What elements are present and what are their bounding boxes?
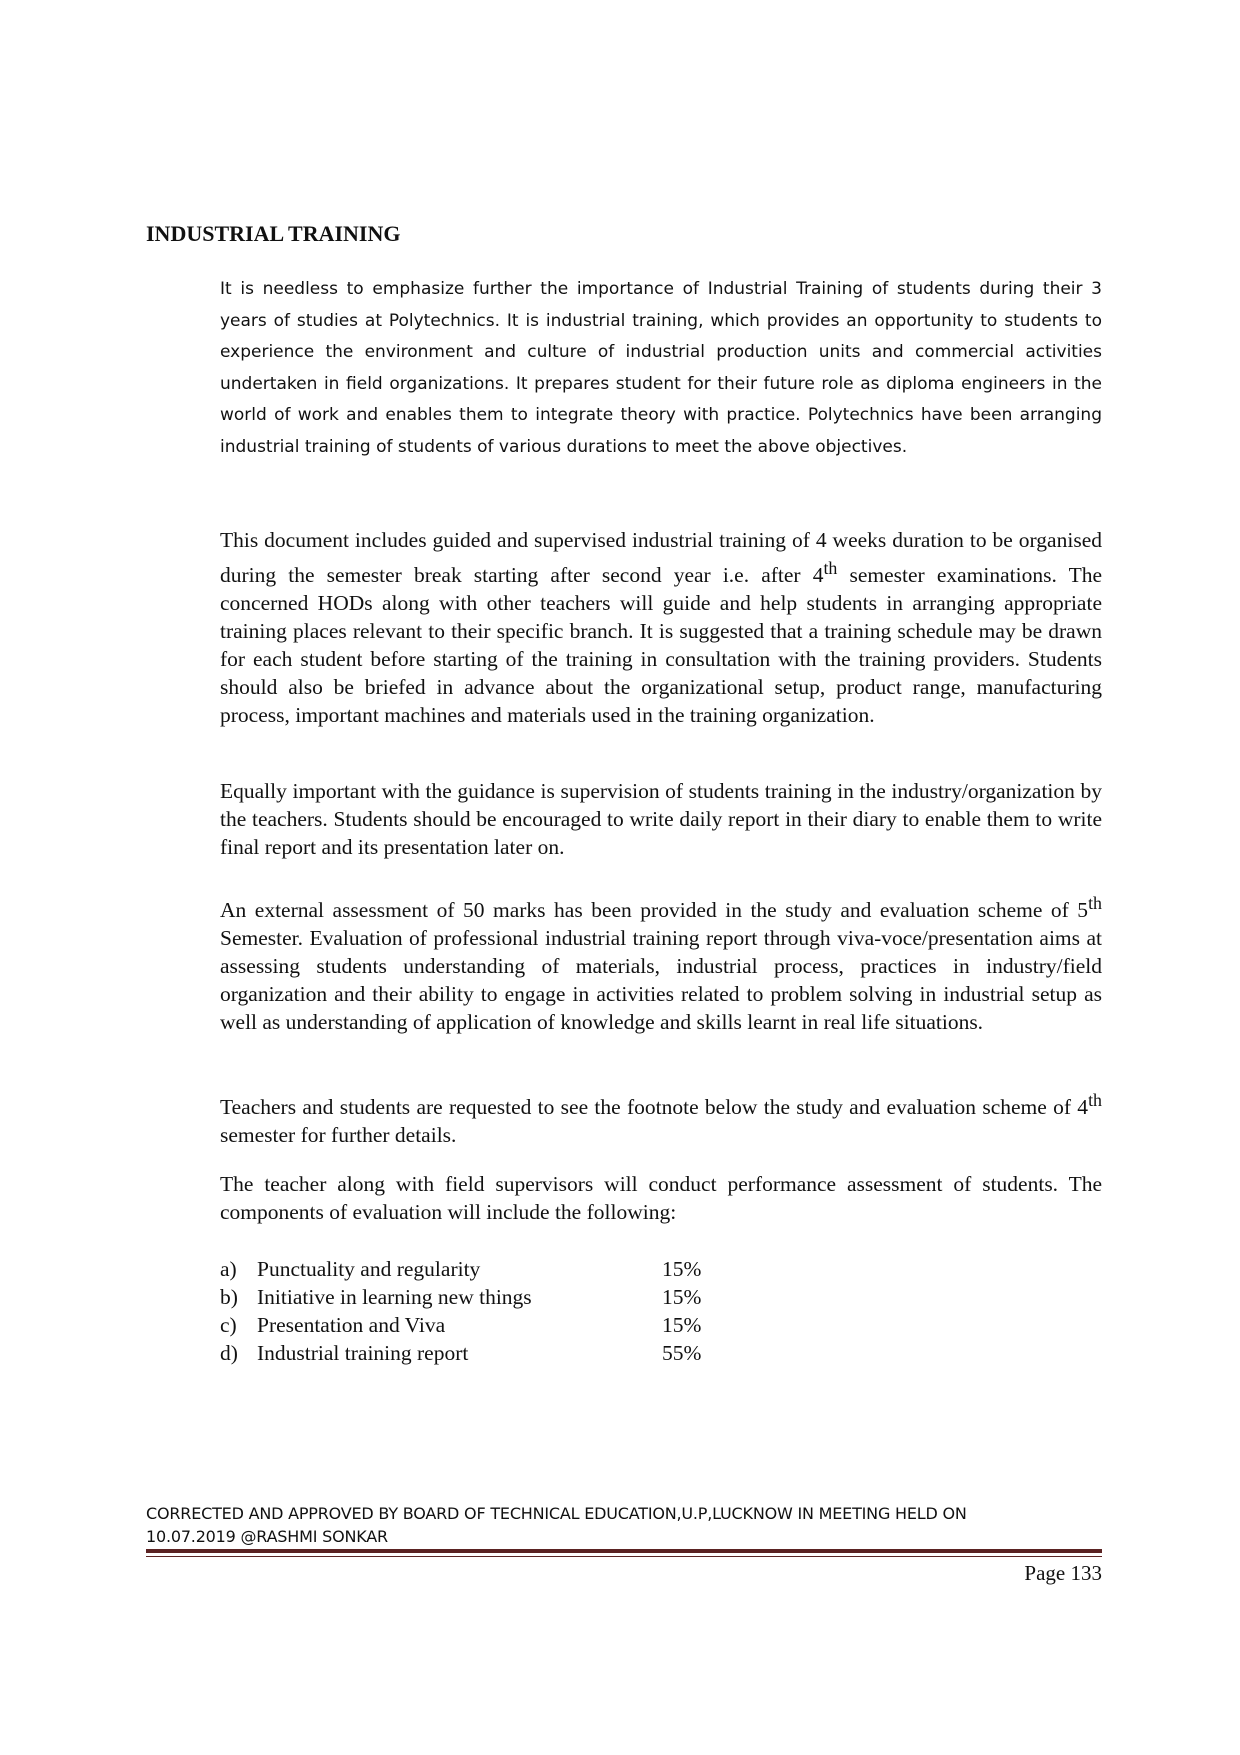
footer-line: CORRECTED AND APPROVED BY BOARD OF TECHNICAL EDUCATION,U.P,LUCKNOW IN MEETING HELD ON <box>146 1504 967 1523</box>
evaluation-item <box>220 1339 820 1367</box>
paragraph-text: Teachers and students are requested to see the footnote below the study and evaluation scheme of 4 <box>220 1095 1089 1120</box>
paragraph-supervision: Equally important with the guidance is supervision of students training in the industry/organization by the teachers. Students should be encouraged to write daily report in their diary to enable them to write final report and its presentation later on. <box>220 779 1102 859</box>
item-label: Presentation and Viva <box>257 1313 446 1337</box>
item-letter: a) <box>220 1257 237 1281</box>
ordinal-suffix: th <box>1088 893 1102 913</box>
footer-line: 10.07.2019 @RASHMI SONKAR <box>146 1527 388 1546</box>
paragraph-training-schedule <box>220 526 1102 729</box>
item-label: Punctuality and regularity <box>257 1257 481 1281</box>
item-percent: 15% <box>662 1257 702 1281</box>
item-percent: 55% <box>662 1341 702 1365</box>
evaluation-item <box>220 1255 820 1283</box>
item-letter: d) <box>220 1341 238 1365</box>
item-letter: c) <box>220 1313 237 1337</box>
paragraph-text: An external assessment of 50 marks has been provided in the study and evaluation scheme of 5 <box>220 898 1089 923</box>
ordinal-suffix: th <box>823 558 838 578</box>
paragraph-external-assessment <box>220 889 1102 1036</box>
paragraph-footnote-reference <box>220 1086 1102 1149</box>
paragraph-text: semester examinations. The concerned HODs along with other teachers will guide and help students in arranging appropriate training places relevant to their specific branch. It is suggested that a training schedule may be drawn for each student before starting of the training in consultation with the training providers. Students should also be briefed in advance about the organizational setup, product range, manufacturing process, important machines and materials used in the training organization. <box>220 563 1102 728</box>
paragraph-text: This document includes guided and supervised industrial training of 4 weeks duration to be organised during the semester break starting after second year i.e. after 4 <box>220 528 1102 588</box>
page-number: Page 133 <box>1024 1561 1102 1585</box>
item-letter: b) <box>220 1285 238 1309</box>
paragraph-evaluation-intro: The teacher along with field supervisors will conduct performance assessment of students. The components of evaluation will include the following: <box>220 1172 1102 1224</box>
item-label: Industrial training report <box>257 1341 469 1365</box>
footer-approval-note <box>146 1502 1106 1548</box>
item-percent: 15% <box>662 1313 702 1337</box>
evaluation-item <box>220 1311 820 1339</box>
intro-paragraph: It is needless to emphasize further the importance of Industrial Training of students during their 3 years of studies at Polytechnics. It is industrial training, which provides an opportunity to students to experience the environment and culture of industrial production units and commercial activities undertaken in field organizations. It prepares student for their future role as diploma engineers in the world of work and enables them to integrate theory with practice. Polytechnics have been arranging industrial training of students of various durations to meet the above objectives. <box>220 279 1102 457</box>
footer-rule <box>146 1549 1102 1553</box>
evaluation-components-list <box>220 1255 820 1367</box>
paragraph-text: semester for further details. <box>220 1123 457 1148</box>
paragraph-text: Semester. Evaluation of professional industrial training report through viva-voce/presentation aims at assessing students understanding of materials, industrial process, practices in industry/field organization and their ability to engage in activities related to problem solving in industrial setup as well as understanding of application of knowledge and skills learnt in real life situations. <box>220 926 1102 1035</box>
footer-rule-thin <box>146 1556 1102 1557</box>
section-heading: INDUSTRIAL TRAINING <box>146 221 401 246</box>
ordinal-suffix: th <box>1088 1090 1102 1110</box>
evaluation-item <box>220 1283 820 1311</box>
item-label: Initiative in learning new things <box>257 1285 532 1309</box>
item-percent: 15% <box>662 1285 702 1309</box>
